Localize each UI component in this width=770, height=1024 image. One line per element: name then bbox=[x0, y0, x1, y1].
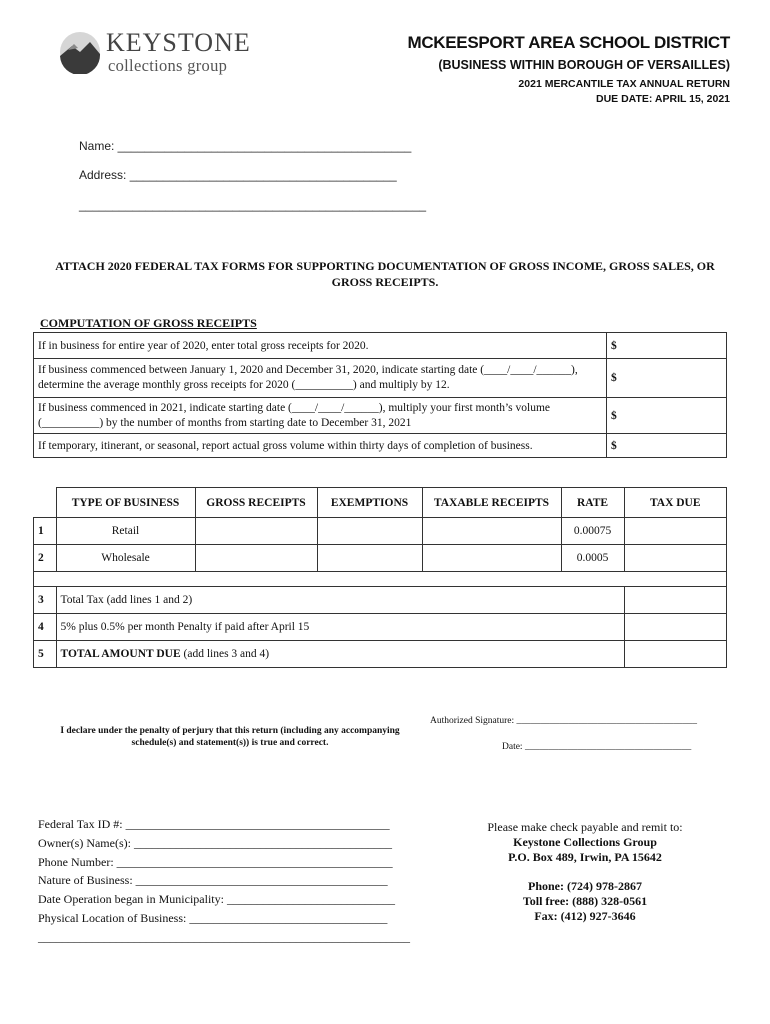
line-number: 4 bbox=[34, 614, 57, 641]
summary-row bbox=[34, 587, 727, 614]
total-due-cell[interactable] bbox=[624, 641, 727, 668]
contact-tollfree: Toll free: (888) 328-0561 bbox=[522, 894, 648, 908]
col-exemptions: EXEMPTIONS bbox=[317, 488, 422, 518]
col-tax-due: TAX DUE bbox=[624, 488, 727, 518]
business-type: Wholesale bbox=[56, 545, 195, 572]
summary-row bbox=[34, 614, 727, 641]
owner-names-field[interactable]: Owner(s) Name(s): ___________________________________________ bbox=[38, 836, 392, 850]
amount-field[interactable]: $ bbox=[607, 398, 727, 434]
rate-cell: 0.00075 bbox=[561, 518, 624, 545]
computation-row bbox=[34, 398, 727, 434]
amount-field[interactable]: $ bbox=[607, 359, 727, 398]
due-date: DUE DATE: APRIL 15, 2021 bbox=[595, 93, 730, 105]
address-field[interactable]: Address: ________________________________________ bbox=[79, 168, 397, 182]
summary-row bbox=[34, 641, 727, 668]
amount-field[interactable]: $ bbox=[607, 434, 727, 458]
computation-row bbox=[34, 359, 727, 398]
federal-tax-id-field[interactable]: Federal Tax ID #: ____________________________________________ bbox=[38, 817, 390, 831]
tax-header-row bbox=[34, 488, 727, 518]
contact-fax: Fax: (412) 927-3646 bbox=[534, 909, 636, 923]
computation-row bbox=[34, 333, 727, 359]
col-type: TYPE OF BUSINESS bbox=[56, 488, 195, 518]
remit-block bbox=[470, 820, 700, 865]
amount-field[interactable]: $ bbox=[607, 333, 727, 359]
penalty-cell[interactable] bbox=[624, 614, 727, 641]
summary-label: 5% plus 0.5% per month Penalty if paid after April 15 bbox=[56, 614, 624, 641]
keystone-mountain-icon bbox=[58, 30, 102, 74]
computation-title: COMPUTATION OF GROSS RECEIPTS bbox=[40, 316, 257, 330]
col-gross: GROSS RECEIPTS bbox=[195, 488, 317, 518]
col-taxable: TAXABLE RECEIPTS bbox=[422, 488, 561, 518]
computation-text: If business commenced in 2021, indicate starting date (____/____/______), multiply your first month’s volume (__________) by the number of months from starting date to December 31, 2021 bbox=[34, 398, 607, 434]
summary-label: TOTAL AMOUNT DUE (add lines 3 and 4) bbox=[56, 641, 624, 668]
rate-cell: 0.0005 bbox=[561, 545, 624, 572]
keystone-logo bbox=[58, 30, 288, 80]
district-title: MCKEESPORT AREA SCHOOL DISTRICT bbox=[407, 33, 730, 52]
gross-receipts-cell[interactable] bbox=[195, 518, 317, 545]
tax-row bbox=[34, 518, 727, 545]
contact-block bbox=[470, 879, 700, 924]
total-tax-cell[interactable] bbox=[624, 587, 727, 614]
line-number: 1 bbox=[34, 518, 57, 545]
spacer-row bbox=[34, 572, 727, 587]
tax-due-cell[interactable] bbox=[624, 518, 727, 545]
remit-company: Keystone Collections Group bbox=[513, 835, 657, 849]
remit-address: P.O. Box 489, Irwin, PA 15642 bbox=[508, 850, 662, 864]
computation-row bbox=[34, 434, 727, 458]
line-number: 5 bbox=[34, 641, 57, 668]
physical-location-field[interactable]: Physical Location of Business: _________________________________ bbox=[38, 911, 388, 925]
tax-row bbox=[34, 545, 727, 572]
name-field[interactable]: Name: ____________________________________________ bbox=[79, 139, 412, 153]
logo-subtitle: collections group bbox=[108, 56, 228, 75]
computation-table bbox=[33, 332, 727, 458]
logo-wordmark: KEYSTONE bbox=[106, 28, 251, 57]
nature-of-business-field[interactable]: Nature of Business: __________________________________________ bbox=[38, 873, 388, 887]
computation-text: If temporary, itinerant, or seasonal, report actual gross volume within thirty days of completion of business. bbox=[34, 434, 607, 458]
contact-phone: Phone: (724) 978-2867 bbox=[528, 879, 642, 893]
summary-label: Total Tax (add lines 1 and 2) bbox=[56, 587, 624, 614]
business-type: Retail bbox=[56, 518, 195, 545]
tax-table bbox=[33, 487, 727, 668]
taxable-receipts-cell[interactable] bbox=[422, 518, 561, 545]
address-line2-field[interactable]: ____________________________________________________ bbox=[79, 198, 427, 212]
return-name: 2021 MERCANTILE TAX ANNUAL RETURN bbox=[518, 78, 730, 90]
gross-receipts-cell[interactable] bbox=[195, 545, 317, 572]
computation-text: If in business for entire year of 2020, enter total gross receipts for 2020. bbox=[34, 333, 607, 359]
phone-number-field[interactable]: Phone Number: ______________________________________________ bbox=[38, 855, 393, 869]
computation-text: If business commenced between January 1, 2020 and December 31, 2020, indicate starting date (____/____/______), determine the average monthly gross receipts for 2020 (__________) and multiply by 12. bbox=[34, 359, 607, 398]
signature-field[interactable]: Authorized Signature: ______________________________________ bbox=[430, 716, 698, 726]
taxable-receipts-cell[interactable] bbox=[422, 545, 561, 572]
line-number: 3 bbox=[34, 587, 57, 614]
col-rate: RATE bbox=[561, 488, 624, 518]
perjury-declaration: I declare under the penalty of perjury that this return (including any accompanying schedule(s) and statement(s)) is true and correct. bbox=[60, 726, 400, 748]
exemptions-cell[interactable] bbox=[317, 545, 422, 572]
line-number: 2 bbox=[34, 545, 57, 572]
borough-subtitle: (BUSINESS WITHIN BOROUGH OF VERSAILLES) bbox=[438, 58, 730, 72]
physical-location-line2-field[interactable]: ______________________________________________________________ bbox=[38, 930, 410, 944]
tax-due-cell[interactable] bbox=[624, 545, 727, 572]
exemptions-cell[interactable] bbox=[317, 518, 422, 545]
attach-notice: ATTACH 2020 FEDERAL TAX FORMS FOR SUPPORTING DOCUMENTATION OF GROSS INCOME, GROSS SALES, OR GROSS RECEIPTS. bbox=[55, 259, 715, 289]
remit-instruction: Please make check payable and remit to: bbox=[487, 820, 683, 834]
date-field[interactable]: Date: ___________________________________ bbox=[502, 742, 692, 752]
date-operation-began-field[interactable]: Date Operation began in Municipality: ____________________________ bbox=[38, 892, 395, 906]
